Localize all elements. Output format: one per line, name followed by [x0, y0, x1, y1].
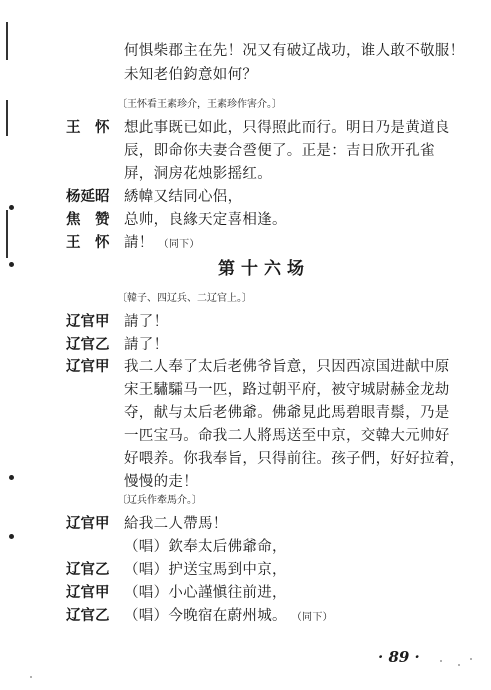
- text-line: 何惧柴郡主在先！况又有破辽战功，谁人敢不敬服！: [124, 43, 465, 59]
- scan-speck: [30, 676, 32, 678]
- dialogue-line: 我二人奉了太后老佛爷旨意，只因西凉国进献中原: [124, 359, 450, 375]
- dialogue-line: （唱）护送宝馬到中京，: [124, 562, 287, 578]
- stage-note: （同下）: [291, 612, 333, 623]
- dialogue-line: 一匹宝马。命我二人將馬送至中京，交韓大元帅好: [124, 428, 450, 444]
- dialogue-line: 辰，即命你夫妻合巹便了。正是：吉日欣开孔雀: [124, 143, 435, 159]
- speaker-name: 焦 赞: [66, 211, 110, 228]
- dialogue-line: [124, 233, 200, 255]
- scan-speck: [458, 664, 460, 666]
- stage-note: （同下）: [158, 239, 200, 250]
- scan-speck: [440, 660, 442, 662]
- dialogue-line: 宋王驌驦马一匹，路过朝平府，被守城尉赫金龙劫: [124, 382, 450, 398]
- scan-dot: [9, 534, 14, 539]
- dialogue-line: [124, 606, 333, 628]
- dialogue-text: 請！: [124, 235, 154, 251]
- dialogue-line: 好喂养。你我奉旨，只得前往。孩子們，好好拉着，: [124, 451, 465, 467]
- dialogue-line: 总帅，良緣天定喜相逢。: [124, 212, 287, 228]
- speaker-name: 辽官乙: [66, 336, 110, 353]
- scan-dot: [9, 262, 14, 267]
- scan-dot: [9, 475, 14, 480]
- scene-title: 第十六场: [218, 259, 310, 279]
- dialogue-line: （唱）欽奉太后佛爺命，: [124, 539, 287, 555]
- scan-edge-mark: [6, 210, 8, 258]
- speaker-name: 辽官甲: [66, 515, 110, 532]
- speaker-name: 王 怀: [66, 234, 110, 251]
- scan-edge-mark: [6, 22, 8, 60]
- dialogue-line: 請了！: [124, 314, 169, 330]
- stage-direction: 〔王怀看王素珍介，王素珍作害介。〕: [117, 99, 282, 110]
- speaker-name: 杨延昭: [66, 188, 110, 205]
- scan-edge-mark: [6, 100, 8, 136]
- dialogue-text: （唱）今晚宿在蔚州城。: [124, 608, 287, 624]
- dialogue-line: 慢慢的走！: [124, 474, 198, 490]
- dialogue-line: 給我二人帶馬！: [124, 516, 228, 532]
- dialogue-line: （唱）小心謹愼往前进，: [124, 585, 287, 601]
- stage-direction: 〔韓子、四辽兵、二辽官上。〕: [117, 293, 252, 304]
- dialogue-line: 夺，献与太后老佛爺。佛爺見此馬碧眼青鬃，乃是: [124, 405, 450, 421]
- stage-direction: 〔辽兵作牽馬介。〕: [117, 495, 202, 506]
- scan-dot: [9, 205, 14, 210]
- speaker-name: 王 怀: [66, 119, 110, 136]
- speaker-name: 辽官乙: [66, 607, 110, 624]
- page-number: · 89 ·: [378, 648, 420, 666]
- speaker-name: 辽官甲: [66, 358, 110, 375]
- dialogue-line: 綉幃又结同心侶，: [124, 189, 243, 205]
- speaker-name: 辽官甲: [66, 313, 110, 330]
- dialogue-line: 屏，洞房花烛影摇红。: [124, 166, 272, 182]
- speaker-name: 辽官乙: [66, 561, 110, 578]
- text-line: 未知老伯鈞意如何？: [124, 67, 258, 83]
- dialogue-line: 請了！: [124, 337, 169, 353]
- dialogue-line: 想此事既已如此，只得照此而行。明日乃是黄道良: [124, 120, 450, 136]
- speaker-name: 辽官甲: [66, 584, 110, 601]
- scan-speck: [470, 658, 472, 660]
